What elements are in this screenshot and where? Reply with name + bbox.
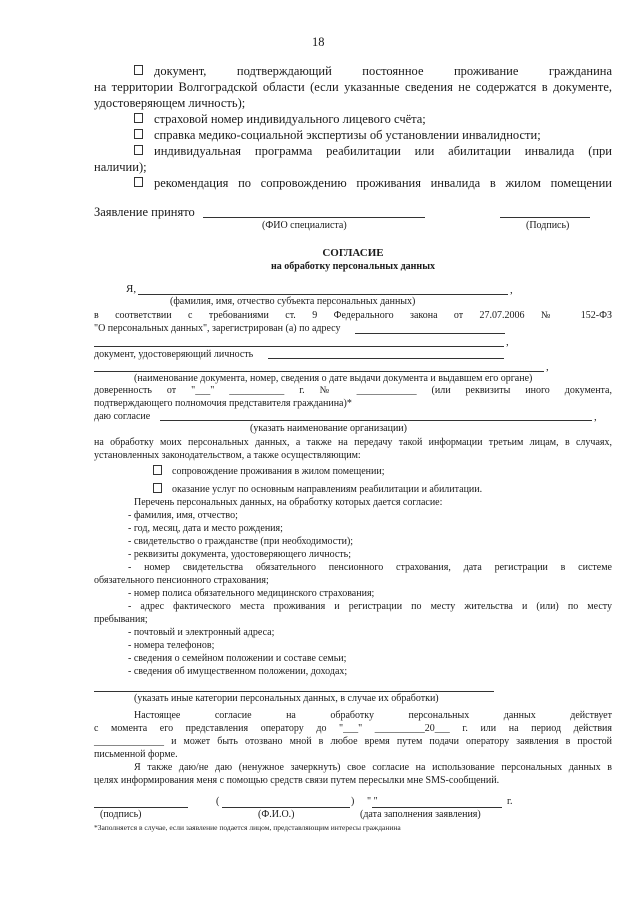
- comma: ,: [594, 411, 597, 423]
- fio-signature-caption: (Ф.И.О.): [258, 809, 295, 820]
- list-item: - сведения о семейном положении и составе семьи;: [128, 653, 347, 664]
- list-item: - год, месяц, дата и место рождения;: [128, 523, 283, 534]
- year-suffix: г.: [507, 796, 513, 807]
- validity-line-2: с момента его представления оператору до "___" __________20___ г. или на период действия: [94, 723, 612, 734]
- other-categories-field[interactable]: [94, 691, 494, 692]
- list-item: - свидетельство о гражданстве (при необходимости);: [128, 536, 354, 547]
- address-field-continued[interactable]: [94, 346, 504, 347]
- checklist-item-recommendation: рекомендация по сопровождению проживания инвалида в жилом помещении: [154, 176, 612, 190]
- signature-caption: (подпись): [100, 809, 142, 820]
- list-item: - номер полиса обязательного медицинского страхования;: [128, 588, 375, 599]
- id-document-caption: (наименование документа, номер, сведения о дате выдачи документа и выдавшем его органе): [134, 373, 533, 384]
- checkbox-snils[interactable]: [134, 113, 143, 123]
- other-categories-caption: (указать иные категории персональных данных, в случае их обработки): [134, 693, 439, 704]
- accepted-fio-caption: (ФИО специалиста): [262, 220, 347, 231]
- list-item: - фамилия, имя, отчество;: [128, 510, 238, 521]
- checkbox-mse-certificate[interactable]: [134, 129, 143, 139]
- checklist-item-residence-line1: документ, подтверждающий постоянное проживание гражданина: [154, 64, 612, 78]
- id-document-field-continued[interactable]: [94, 371, 544, 372]
- option-rehab-services: оказание услуг по основным направлениям реабилитации и абилитации.: [172, 484, 483, 495]
- sms-consent-line-2: целях информирования меня с помощью средств связи путем пересылки мне SMS-сообщений.: [94, 775, 500, 786]
- processing-line-2: установленных законодательством, а также осуществляющим:: [94, 450, 361, 461]
- give-consent-label: даю согласие: [94, 411, 151, 422]
- checkbox-rehab-services[interactable]: [153, 483, 162, 493]
- signature-field[interactable]: [94, 807, 188, 808]
- id-document-field[interactable]: [268, 358, 504, 359]
- paren-open: (: [216, 796, 220, 807]
- accepted-sign-caption: (Подпись): [526, 220, 570, 231]
- checkbox-residence-document[interactable]: [134, 65, 143, 75]
- paren-close: ): [351, 796, 355, 807]
- list-item: - сведения об имущественном положении, доходах;: [128, 666, 348, 677]
- checklist-item-residence-line3: удостоверяющем личность);: [94, 96, 246, 110]
- option-housing-support: сопровождение проживания в жилом помещении;: [172, 466, 385, 477]
- law-line-2: "О персональных данных", зарегистрирован (а) по адресу: [94, 323, 341, 334]
- footnote: *Заполняется в случае, если заявление подается лицом, представляющим интересы гражданина: [94, 823, 401, 832]
- processing-line: на обработку моих персональных данных, а также на передачу такой информации третьим лицам, в случаях,: [94, 437, 612, 448]
- accepted-fio-line[interactable]: [203, 217, 425, 218]
- checklist-item-residence-line2: на территории Волгоградской области (если указанные сведения не содержатся в документе,: [94, 80, 612, 94]
- comma: ,: [506, 336, 509, 348]
- subject-fio-caption: (фамилия, имя, отчество субъекта персональных данных): [170, 296, 416, 307]
- list-item: - реквизиты документа, удостоверяющего личность;: [128, 549, 351, 560]
- fio-signature-field[interactable]: [222, 807, 350, 808]
- list-item: - номера телефонов;: [128, 640, 215, 651]
- power-of-attorney-line-2: подтверждающего полномочия представителя гражданина)*: [94, 398, 352, 409]
- validity-line-1: Настоящее согласие на обработку персональных данных действует: [134, 710, 612, 721]
- list-item-continued: обязательного пенсионного страхования;: [94, 575, 269, 586]
- sms-consent-line-1: Я также даю/не даю (ненужное зачеркнуть) свое согласие на использование персональных данных в: [134, 762, 612, 773]
- consent-title: СОГЛАСИЕ: [322, 247, 384, 259]
- list-item-continued: пребывания;: [94, 614, 148, 625]
- id-document-label: документ, удостоверяющий личность: [94, 349, 254, 360]
- date-field[interactable]: [372, 807, 502, 808]
- consent-subtitle: на обработку персональных данных: [271, 261, 435, 272]
- power-of-attorney-line: доверенность от "___" ___________ г. № ____________ (или реквизиты иного документа,: [94, 385, 612, 396]
- list-item: - адрес фактического места проживания и регистрации по месту жительства и (или) по месту: [128, 601, 612, 612]
- law-line: в соответствии с требованиями ст. 9 Федерального закона от 27.07.2006 № 152-ФЗ: [94, 310, 612, 321]
- accepted-signature-line[interactable]: [500, 217, 590, 218]
- list-item: - номер свидетельства обязательного пенсионного страхования, дата регистрации в системе: [128, 562, 612, 573]
- comma: ,: [510, 284, 513, 296]
- address-field[interactable]: [355, 333, 505, 334]
- organization-caption: (указать наименование организации): [250, 423, 407, 434]
- list-item: - почтовый и электронный адреса;: [128, 627, 275, 638]
- date-caption: (дата заполнения заявления): [360, 809, 481, 820]
- consent-ya-label: Я,: [126, 283, 137, 295]
- checklist-item-mse: справка медико-социальной экспертизы об установлении инвалидности;: [154, 128, 541, 142]
- validity-line-3: ______________ и может быть отозвано мной в любое время путем подачи оператору заявления в простой: [94, 736, 612, 747]
- checkbox-recommendation[interactable]: [134, 177, 143, 187]
- checkbox-rehab-program[interactable]: [134, 145, 143, 155]
- comma: ,: [546, 361, 549, 373]
- checklist-item-rehab-line2: наличии);: [94, 160, 147, 174]
- page-number: 18: [312, 35, 325, 49]
- data-list-intro: Перечень персональных данных, на обработку которых дается согласие:: [134, 497, 443, 508]
- checklist-item-snils: страховой номер индивидуального лицевого счёта;: [154, 112, 426, 126]
- organization-field[interactable]: [160, 420, 592, 421]
- subject-fio-field[interactable]: [138, 294, 508, 295]
- accepted-label: Заявление принято: [94, 205, 195, 219]
- date-quotes: " ": [367, 796, 378, 807]
- validity-line-4: письменной форме.: [94, 749, 178, 760]
- checkbox-housing-support[interactable]: [153, 465, 162, 475]
- checklist-item-rehab-line1: индивидуальная программа реабилитации или абилитации инвалида (при: [154, 144, 612, 158]
